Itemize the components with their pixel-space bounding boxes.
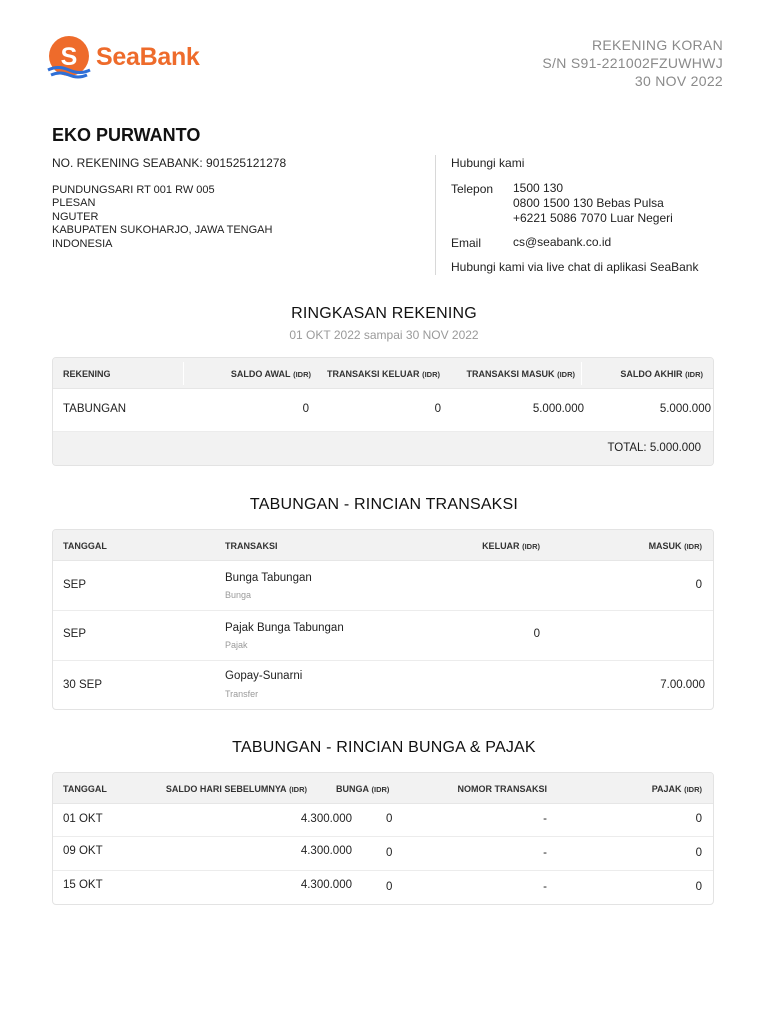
cell-tax: 0 [695, 881, 702, 893]
cell-interest: 0 [386, 847, 393, 859]
address-line: NGUTER [52, 210, 99, 223]
cell-account: TABUNGAN [63, 403, 127, 415]
cell-description: Pajak Bunga Tabungan [225, 622, 344, 634]
summary-total: TOTAL: 5.000.000 [607, 442, 701, 454]
transactions-title: TABUNGAN - RINCIAN TRANSAKSI [249, 496, 519, 513]
col-in: MASUK (IDR) [648, 541, 702, 551]
summary-period: 01 OKT 2022 sampai 30 NOV 2022 [289, 328, 479, 342]
table-row [53, 871, 713, 904]
cell-date: 09 OKT [63, 845, 103, 857]
summary-total-row [53, 432, 713, 465]
cell-date: SEP [63, 628, 87, 640]
col-interest: BUNGA (IDR) [336, 784, 390, 794]
cell-interest: 0 [386, 813, 393, 825]
customer-address [52, 184, 272, 251]
cell-type: Pajak [225, 640, 248, 650]
col-debit: TRANSAKSI KELUAR (IDR) [327, 369, 440, 379]
cell-transaction-number: - [543, 847, 547, 859]
cell-transaction-number: - [543, 881, 547, 893]
customer-name: EKO PURWANTO [52, 125, 201, 145]
cell-date: 01 OKT [63, 813, 103, 825]
account-number: NO. REKENING SEABANK: 901525121278 [52, 156, 287, 170]
document-type: REKENING KORAN [592, 37, 723, 53]
phone-number: 0800 1500 130 Bebas Pulsa [513, 196, 664, 210]
summary-title: RINGKASAN REKENING [291, 305, 477, 322]
address-line: PUNDUNGSARI RT 001 RW 005 [52, 184, 215, 196]
cell-debit: 0 [434, 403, 441, 415]
cell-type: Transfer [225, 689, 259, 699]
col-transaction-number: NOMOR TRANSAKSI [457, 784, 547, 794]
cell-previous-balance: 4.300.000 [300, 879, 352, 891]
transactions-table [52, 529, 714, 710]
cell-in: 0 [695, 579, 702, 591]
col-account: REKENING [63, 369, 111, 379]
address-line: PLESAN [52, 197, 96, 210]
cell-date: SEP [63, 579, 87, 591]
svg-text:S: S [60, 43, 78, 71]
table-header [53, 358, 713, 389]
cell-closing: 5.000.000 [659, 403, 711, 415]
col-previous-balance: SALDO HARI SEBELUMNYA (IDR) [165, 784, 307, 794]
cell-transaction-number: - [543, 813, 547, 825]
col-closing: SALDO AKHIR (IDR) [620, 369, 703, 379]
cell-date: 15 OKT [63, 879, 103, 891]
cell-type: Bunga [225, 590, 252, 600]
table-row [53, 804, 713, 837]
table-row [53, 611, 713, 661]
interest-table [52, 772, 714, 905]
col-out: KELUAR (IDR) [482, 541, 540, 551]
contact-divider [435, 155, 436, 275]
cell-in: 7.00.000 [660, 679, 705, 691]
table-header [53, 773, 713, 804]
cell-description: Gopay-Sunarni [225, 670, 303, 682]
contact-heading: Hubungi kami [451, 156, 525, 170]
cell-out: 0 [533, 628, 540, 640]
table-row [53, 837, 713, 871]
col-date: TANGGAL [63, 784, 107, 794]
email-link[interactable]: cs@seabank.co.id [513, 235, 612, 249]
live-chat-note: Hubungi kami via live chat di aplikasi SeaBank [451, 260, 699, 274]
cell-description: Bunga Tabungan [225, 572, 312, 584]
phone-number: 1500 130 [513, 181, 564, 195]
col-date: TANGGAL [63, 541, 107, 551]
table-header [53, 530, 713, 561]
serial-number: S/N S91-221002FZUWHWJ [542, 55, 723, 71]
col-tax: PAJAK (IDR) [651, 784, 702, 794]
col-credit: TRANSAKSI MASUK (IDR) [466, 369, 575, 379]
col-opening: SALDO AWAL (IDR) [230, 369, 311, 379]
cell-date: 30 SEP [63, 679, 102, 691]
cell-interest: 0 [386, 881, 393, 893]
summary-table [52, 357, 714, 466]
cell-previous-balance: 4.300.000 [300, 845, 352, 857]
col-description: TRANSAKSI [225, 541, 278, 551]
phone-label: Telepon [451, 182, 494, 196]
table-row [53, 389, 713, 432]
seabank-logo-icon [46, 34, 92, 80]
table-row [53, 661, 713, 709]
cell-opening: 0 [302, 403, 309, 415]
statement-date: 30 NOV 2022 [634, 73, 723, 89]
cell-tax: 0 [695, 813, 702, 825]
cell-tax: 0 [695, 847, 702, 859]
address-line: KABUPATEN SUKOHARJO, JAWA TENGAH [52, 224, 273, 237]
seabank-logo [46, 34, 200, 80]
address-line: INDONESIA [52, 237, 113, 250]
document-meta [542, 36, 723, 90]
cell-credit: 5.000.000 [532, 403, 584, 415]
cell-previous-balance: 4.300.000 [300, 813, 352, 825]
table-row [53, 561, 713, 611]
email-label: Email [451, 236, 482, 250]
phone-number: +6221 5086 7070 Luar Negeri [513, 211, 673, 225]
interest-title: TABUNGAN - RINCIAN BUNGA & PAJAK [232, 739, 536, 756]
brand-name: SeaBank [96, 42, 200, 71]
